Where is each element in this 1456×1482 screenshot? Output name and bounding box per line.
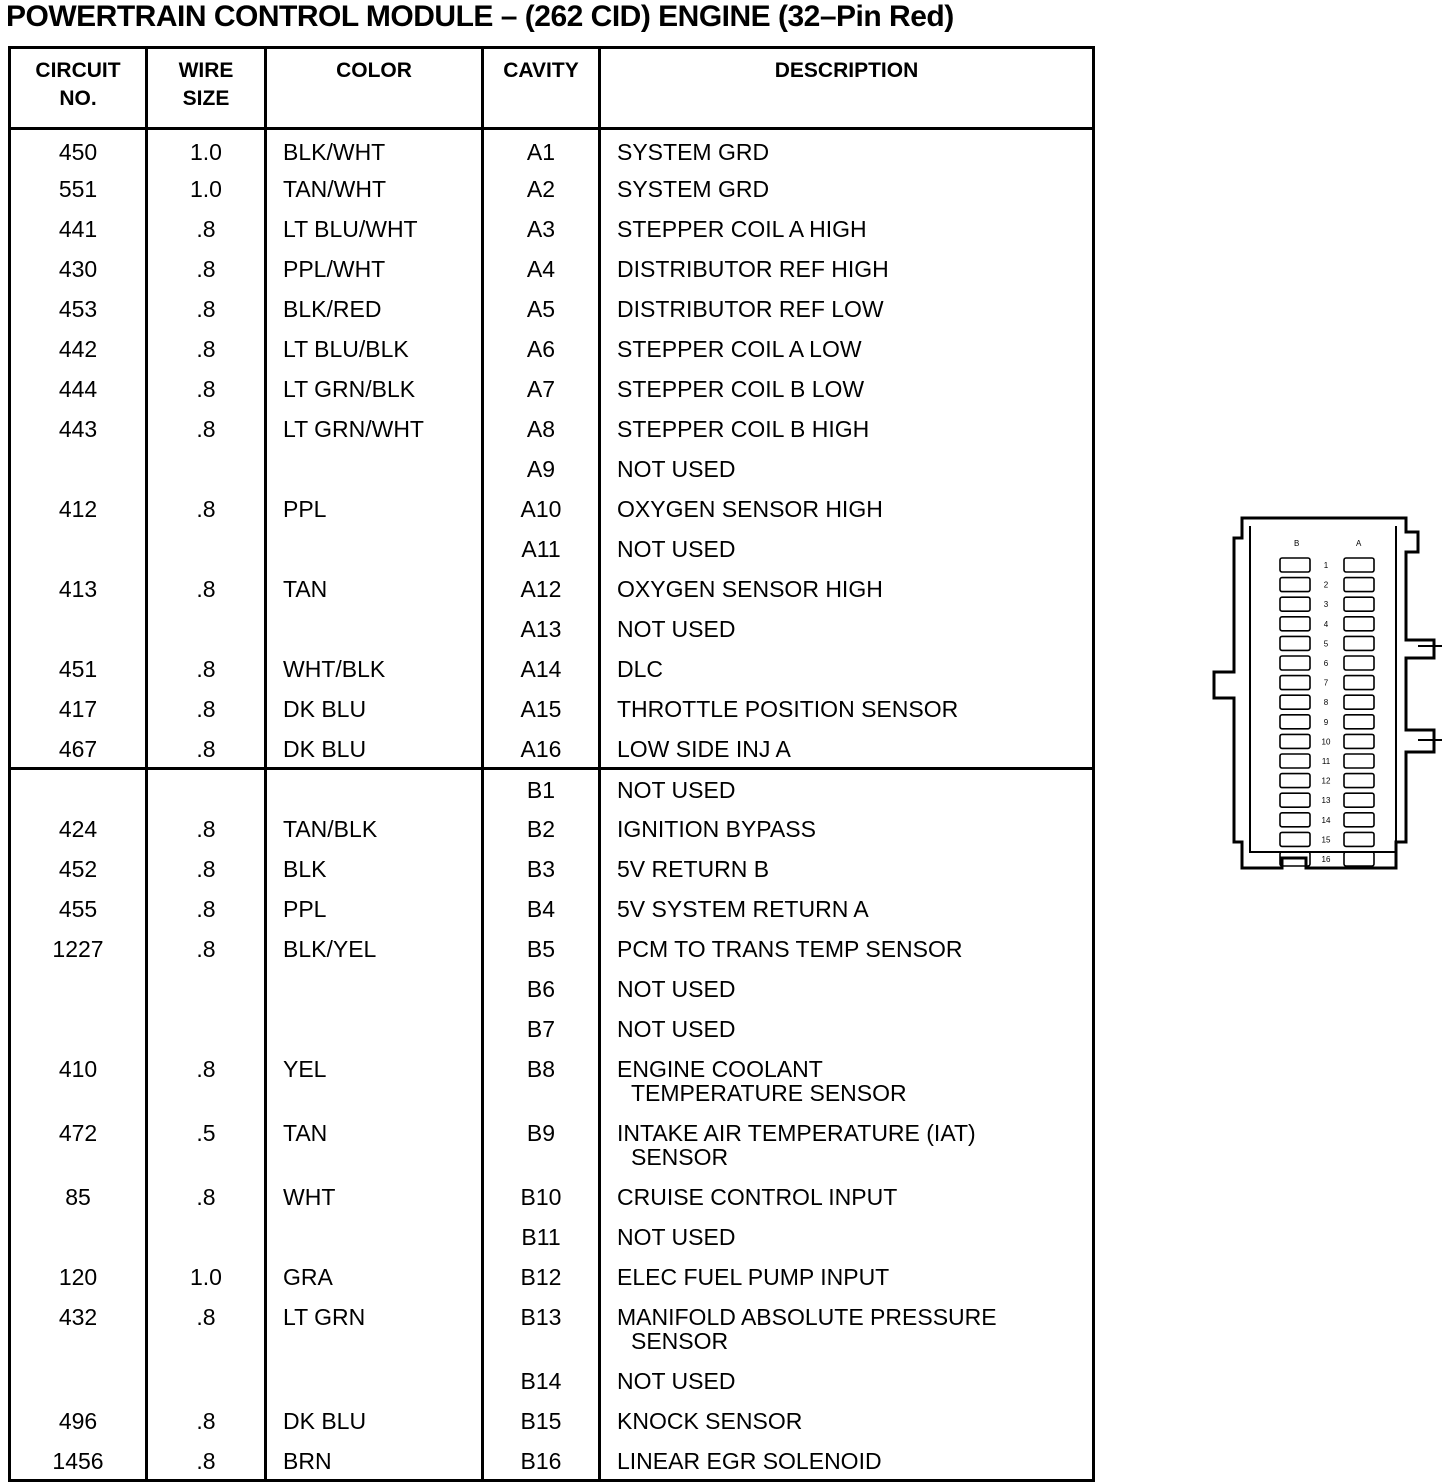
connector-pin-b xyxy=(1280,793,1310,807)
cell-color: DK BLU xyxy=(266,689,483,729)
connector-pin-a xyxy=(1344,656,1374,670)
cell-description xyxy=(600,1441,1094,1481)
cell-circuit: 442 xyxy=(10,329,147,369)
header-circuit-line2: NO. xyxy=(59,87,97,110)
cell-wire-size: .8 xyxy=(147,569,266,609)
table-row xyxy=(10,1297,1094,1361)
description-line1: NOT USED xyxy=(617,455,736,482)
description-line1: MANIFOLD ABSOLUTE PRESSURE xyxy=(617,1303,997,1330)
description-line1: NOT USED xyxy=(617,975,736,1002)
cell-color: TAN xyxy=(266,569,483,609)
connector-pin-number: 16 xyxy=(1321,855,1331,864)
cell-description xyxy=(600,969,1094,1009)
table-row xyxy=(10,249,1094,289)
cell-wire-size xyxy=(147,1009,266,1049)
connector-pin-a xyxy=(1344,676,1374,690)
cell-color xyxy=(266,529,483,569)
cell-wire-size: .8 xyxy=(147,1401,266,1441)
cell-circuit: 1456 xyxy=(10,1441,147,1481)
cell-circuit: 441 xyxy=(10,209,147,249)
cell-wire-size xyxy=(147,529,266,569)
connector-pin-b xyxy=(1280,656,1310,670)
cell-color xyxy=(266,1009,483,1049)
cell-cavity: A12 xyxy=(483,569,600,609)
cell-circuit: 417 xyxy=(10,689,147,729)
table-row xyxy=(10,889,1094,929)
cell-description xyxy=(600,769,1094,809)
table-row xyxy=(10,1361,1094,1401)
cell-description xyxy=(600,1297,1094,1361)
cell-color: TAN xyxy=(266,1113,483,1177)
connector-pin-number: 14 xyxy=(1321,815,1331,825)
connector-pin-a xyxy=(1344,597,1374,611)
cell-cavity: B2 xyxy=(483,809,600,849)
header-description: DESCRIPTION xyxy=(600,48,1094,129)
cell-circuit: 1227 xyxy=(10,929,147,969)
description-line1: KNOCK SENSOR xyxy=(617,1407,803,1434)
cell-circuit: 443 xyxy=(10,409,147,449)
cell-wire-size: .8 xyxy=(147,209,266,249)
table-row xyxy=(10,1401,1094,1441)
cell-wire-size: .8 xyxy=(147,1441,266,1481)
connector-pin-a xyxy=(1344,754,1374,768)
cell-circuit xyxy=(10,769,147,809)
table-row xyxy=(10,409,1094,449)
connector-pin-number: 15 xyxy=(1321,835,1331,845)
description-line1: IGNITION BYPASS xyxy=(617,815,816,842)
cell-wire-size: .5 xyxy=(147,1113,266,1177)
cell-cavity: A11 xyxy=(483,529,600,569)
description-line1: INTAKE AIR TEMPERATURE (IAT) xyxy=(617,1119,976,1146)
cell-circuit: 424 xyxy=(10,809,147,849)
cell-cavity: A1 xyxy=(483,129,600,169)
description-line1: STEPPER COIL A HIGH xyxy=(617,215,867,242)
cell-cavity: A10 xyxy=(483,489,600,529)
table-row xyxy=(10,689,1094,729)
cell-description xyxy=(600,249,1094,289)
cell-wire-size: .8 xyxy=(147,369,266,409)
table-row xyxy=(10,769,1094,809)
cell-description xyxy=(600,1049,1094,1113)
connector-pin-a xyxy=(1344,832,1374,846)
cell-color: YEL xyxy=(266,1049,483,1113)
cell-description xyxy=(600,1257,1094,1297)
cell-wire-size: .8 xyxy=(147,929,266,969)
connector-col-a: A xyxy=(1356,539,1362,548)
cell-wire-size: .8 xyxy=(147,689,266,729)
cell-circuit xyxy=(10,529,147,569)
cell-cavity: A5 xyxy=(483,289,600,329)
cell-wire-size: .8 xyxy=(147,1297,266,1361)
connector-pin-number: 3 xyxy=(1323,600,1329,610)
table-row xyxy=(10,849,1094,889)
cell-color: LT GRN/WHT xyxy=(266,409,483,449)
cell-cavity: B5 xyxy=(483,929,600,969)
cell-description xyxy=(600,849,1094,889)
table-row xyxy=(10,1217,1094,1257)
cell-circuit: 444 xyxy=(10,369,147,409)
cell-circuit: 412 xyxy=(10,489,147,529)
cell-description xyxy=(600,289,1094,329)
cell-description xyxy=(600,529,1094,569)
table-row xyxy=(10,1049,1094,1113)
description-line1: STEPPER COIL B LOW xyxy=(617,375,865,402)
description-line1: NOT USED xyxy=(617,535,736,562)
connector-pin-a xyxy=(1344,852,1374,866)
table-row xyxy=(10,129,1094,169)
cell-cavity: B13 xyxy=(483,1297,600,1361)
description-line1: THROTTLE POSITION SENSOR xyxy=(617,695,959,722)
connector-pin-a xyxy=(1344,774,1374,788)
cell-description xyxy=(600,209,1094,249)
header-cavity: CAVITY xyxy=(483,48,600,129)
description-line1: NOT USED xyxy=(617,777,736,803)
connector-pin-number: 9 xyxy=(1323,717,1329,727)
cell-color: BLK/RED xyxy=(266,289,483,329)
description-line1: NOT USED xyxy=(617,1015,736,1042)
cell-cavity: A16 xyxy=(483,729,600,769)
table-header xyxy=(10,48,1094,129)
cell-wire-size xyxy=(147,1361,266,1401)
cell-color: LT BLU/BLK xyxy=(266,329,483,369)
cell-circuit: 472 xyxy=(10,1113,147,1177)
header-wire-size xyxy=(147,48,266,129)
cell-color: BLK/YEL xyxy=(266,929,483,969)
header-color: COLOR xyxy=(266,48,483,129)
cell-circuit: 551 xyxy=(10,169,147,209)
cell-wire-size: .8 xyxy=(147,809,266,849)
description-line1: SYSTEM GRD xyxy=(617,139,770,165)
cell-description xyxy=(600,1217,1094,1257)
cell-description xyxy=(600,369,1094,409)
description-line1: DISTRIBUTOR REF HIGH xyxy=(617,255,889,282)
cell-color: BRN xyxy=(266,1441,483,1481)
cell-wire-size: 1.0 xyxy=(147,169,266,209)
connector-pin-number: 10 xyxy=(1321,737,1331,747)
cell-description xyxy=(600,169,1094,209)
description-line1: STEPPER COIL B HIGH xyxy=(617,415,870,442)
cell-wire-size: .8 xyxy=(147,249,266,289)
cell-circuit: 410 xyxy=(10,1049,147,1113)
cell-description xyxy=(600,569,1094,609)
table-row xyxy=(10,449,1094,489)
connector-pin-b xyxy=(1280,715,1310,729)
table-row xyxy=(10,1113,1094,1177)
cell-description xyxy=(600,1177,1094,1217)
pin-table xyxy=(8,46,1095,1482)
description-line1: DLC xyxy=(617,655,664,682)
cell-cavity: B7 xyxy=(483,1009,600,1049)
table-row xyxy=(10,329,1094,369)
table-row xyxy=(10,809,1094,849)
connector-pin-number: 4 xyxy=(1323,619,1329,629)
pin-grid xyxy=(1280,558,1374,866)
table-row xyxy=(10,1257,1094,1297)
cell-color: WHT xyxy=(266,1177,483,1217)
cell-cavity: B16 xyxy=(483,1441,600,1481)
cell-color: PPL/WHT xyxy=(266,249,483,289)
connector-pin-number: 6 xyxy=(1323,659,1329,668)
description-line1: ENGINE COOLANT xyxy=(617,1055,823,1082)
description-line2: TEMPERATURE SENSOR xyxy=(631,1079,907,1106)
cell-wire-size xyxy=(147,969,266,1009)
table-body xyxy=(10,129,1094,1481)
cell-cavity: B6 xyxy=(483,969,600,1009)
cell-description xyxy=(600,609,1094,649)
cell-description xyxy=(600,1009,1094,1049)
connector-pin-a xyxy=(1344,636,1374,650)
cell-color xyxy=(266,449,483,489)
cell-color: DK BLU xyxy=(266,729,483,769)
table-row xyxy=(10,369,1094,409)
cell-description xyxy=(600,689,1094,729)
description-line1: CRUISE CONTROL INPUT xyxy=(617,1183,898,1210)
table-row xyxy=(10,1177,1094,1217)
table-row xyxy=(10,529,1094,569)
header-circuit-line1: CIRCUIT xyxy=(35,59,121,82)
cell-cavity: A9 xyxy=(483,449,600,489)
connector-pin-b xyxy=(1280,558,1310,572)
cell-circuit xyxy=(10,1217,147,1257)
cell-wire-size: .8 xyxy=(147,489,266,529)
table-row xyxy=(10,1441,1094,1481)
connector-pin-a xyxy=(1344,715,1374,729)
connector-pin-number: 11 xyxy=(1321,757,1331,766)
cell-description xyxy=(600,729,1094,769)
description-line1: OXYGEN SENSOR HIGH xyxy=(617,495,883,522)
cell-description xyxy=(600,889,1094,929)
cell-description xyxy=(600,649,1094,689)
cell-wire-size: .8 xyxy=(147,1049,266,1113)
connector-pin-b xyxy=(1280,813,1310,827)
description-line1: 5V RETURN B xyxy=(617,855,770,882)
cell-color: PPL xyxy=(266,889,483,929)
table-row xyxy=(10,169,1094,209)
header-circuit xyxy=(10,48,147,129)
table-row xyxy=(10,289,1094,329)
cell-color: LT GRN xyxy=(266,1297,483,1361)
cell-color xyxy=(266,609,483,649)
description-line1: ELEC FUEL PUMP INPUT xyxy=(617,1263,890,1290)
description-line1: LOW SIDE INJ A xyxy=(617,735,791,762)
cell-description xyxy=(600,489,1094,529)
cell-circuit: 450 xyxy=(10,129,147,169)
cell-color: BLK/WHT xyxy=(266,129,483,169)
connector-pin-number: 2 xyxy=(1323,580,1329,590)
connector-pin-b xyxy=(1280,774,1310,788)
cell-color xyxy=(266,1361,483,1401)
connector-diagram xyxy=(1206,512,1446,882)
cell-wire-size xyxy=(147,609,266,649)
cell-circuit: 120 xyxy=(10,1257,147,1297)
connector-pin-a xyxy=(1344,558,1374,572)
cell-circuit xyxy=(10,969,147,1009)
cell-color xyxy=(266,969,483,1009)
cell-description xyxy=(600,1361,1094,1401)
connector-pin-number: 1 xyxy=(1323,561,1329,570)
cell-wire-size: 1.0 xyxy=(147,129,266,169)
connector-pin-b xyxy=(1280,636,1310,650)
description-line1: STEPPER COIL A LOW xyxy=(617,335,862,362)
cell-description xyxy=(600,329,1094,369)
cell-wire-size: .8 xyxy=(147,1177,266,1217)
connector-pin-a xyxy=(1344,617,1374,631)
header-wire-line1: WIRE xyxy=(178,59,234,82)
cell-cavity: B14 xyxy=(483,1361,600,1401)
cell-color: WHT/BLK xyxy=(266,649,483,689)
cell-cavity: A4 xyxy=(483,249,600,289)
cell-cavity: B8 xyxy=(483,1049,600,1113)
connector-pin-b xyxy=(1280,676,1310,690)
cell-circuit: 452 xyxy=(10,849,147,889)
cell-color: TAN/WHT xyxy=(266,169,483,209)
description-line1: NOT USED xyxy=(617,615,736,642)
table-row xyxy=(10,569,1094,609)
cell-circuit: 455 xyxy=(10,889,147,929)
cell-circuit: 496 xyxy=(10,1401,147,1441)
cell-wire-size: .8 xyxy=(147,849,266,889)
cell-wire-size xyxy=(147,1217,266,1257)
cell-cavity: B10 xyxy=(483,1177,600,1217)
cell-wire-size: .8 xyxy=(147,329,266,369)
cell-description xyxy=(600,409,1094,449)
description-line1: OXYGEN SENSOR HIGH xyxy=(617,575,883,602)
cell-description xyxy=(600,809,1094,849)
connector-pin-a xyxy=(1344,793,1374,807)
cell-wire-size xyxy=(147,449,266,489)
cell-cavity: A2 xyxy=(483,169,600,209)
description-line1: 5V SYSTEM RETURN A xyxy=(617,895,869,922)
cell-wire-size: .8 xyxy=(147,409,266,449)
table-row xyxy=(10,489,1094,529)
cell-color: DK BLU xyxy=(266,1401,483,1441)
description-line1: LINEAR EGR SOLENOID xyxy=(617,1447,882,1474)
connector-pin-number: 8 xyxy=(1323,698,1329,708)
header-wire-line2: SIZE xyxy=(182,87,230,110)
cell-circuit xyxy=(10,609,147,649)
description-line2: SENSOR xyxy=(631,1143,729,1170)
cell-wire-size: .8 xyxy=(147,889,266,929)
cell-color xyxy=(266,1217,483,1257)
cell-circuit: 467 xyxy=(10,729,147,769)
connector-pin-b xyxy=(1280,617,1310,631)
cell-circuit xyxy=(10,1009,147,1049)
connector-col-b: B xyxy=(1294,539,1300,548)
cell-cavity: A14 xyxy=(483,649,600,689)
cell-cavity: B11 xyxy=(483,1217,600,1257)
page-title: POWERTRAIN CONTROL MODULE – (262 CID) ENGINE (32–Pin Red) xyxy=(6,0,954,33)
connector-pin-number: 13 xyxy=(1321,796,1331,806)
connector-pin-number: 12 xyxy=(1321,776,1331,786)
cell-cavity: B9 xyxy=(483,1113,600,1177)
cell-color: BLK xyxy=(266,849,483,889)
cell-cavity: A8 xyxy=(483,409,600,449)
connector-pin-a xyxy=(1344,578,1374,592)
connector-pin-number: 7 xyxy=(1323,678,1329,688)
cell-color: TAN/BLK xyxy=(266,809,483,849)
cell-wire-size: .8 xyxy=(147,289,266,329)
description-line1: NOT USED xyxy=(617,1367,736,1394)
description-line1: NOT USED xyxy=(617,1223,736,1250)
table-row xyxy=(10,1009,1094,1049)
cell-cavity: A3 xyxy=(483,209,600,249)
cell-wire-size xyxy=(147,769,266,809)
table-row xyxy=(10,969,1094,1009)
connector-pin-a xyxy=(1344,695,1374,709)
cell-cavity: A6 xyxy=(483,329,600,369)
cell-color: GRA xyxy=(266,1257,483,1297)
table-row xyxy=(10,929,1094,969)
cell-wire-size: .8 xyxy=(147,649,266,689)
cell-description xyxy=(600,929,1094,969)
connector-pin-number: 5 xyxy=(1323,639,1329,649)
connector-pin-b xyxy=(1280,832,1310,846)
cell-cavity: B4 xyxy=(483,889,600,929)
connector-pin-a xyxy=(1344,813,1374,827)
cell-circuit: 413 xyxy=(10,569,147,609)
cell-circuit: 85 xyxy=(10,1177,147,1217)
connector-pin-b xyxy=(1280,734,1310,748)
table-row xyxy=(10,209,1094,249)
cell-circuit: 432 xyxy=(10,1297,147,1361)
connector-pin-b xyxy=(1280,695,1310,709)
cell-color: PPL xyxy=(266,489,483,529)
description-line1: DISTRIBUTOR REF LOW xyxy=(617,295,884,322)
description-line1: PCM TO TRANS TEMP SENSOR xyxy=(617,935,963,962)
cell-circuit: 453 xyxy=(10,289,147,329)
connector-pin-a xyxy=(1344,734,1374,748)
cell-description xyxy=(600,1401,1094,1441)
cell-wire-size: 1.0 xyxy=(147,1257,266,1297)
cell-cavity: A7 xyxy=(483,369,600,409)
cell-description xyxy=(600,129,1094,169)
cell-circuit: 430 xyxy=(10,249,147,289)
cell-description xyxy=(600,1113,1094,1177)
connector-pin-b xyxy=(1280,597,1310,611)
cell-color xyxy=(266,769,483,809)
cell-wire-size: .8 xyxy=(147,729,266,769)
connector-pin-b xyxy=(1280,578,1310,592)
connector-pin-b xyxy=(1280,754,1310,768)
cell-color: LT GRN/BLK xyxy=(266,369,483,409)
table-row xyxy=(10,609,1094,649)
description-line1: SYSTEM GRD xyxy=(617,175,770,202)
cell-circuit: 451 xyxy=(10,649,147,689)
cell-cavity: B15 xyxy=(483,1401,600,1441)
table-row xyxy=(10,649,1094,689)
cell-description xyxy=(600,449,1094,489)
cell-cavity: A13 xyxy=(483,609,600,649)
description-line2: SENSOR xyxy=(631,1327,729,1354)
cell-circuit xyxy=(10,1361,147,1401)
cell-cavity: B12 xyxy=(483,1257,600,1297)
cell-cavity: A15 xyxy=(483,689,600,729)
cell-cavity: B3 xyxy=(483,849,600,889)
cell-cavity: B1 xyxy=(483,769,600,809)
table-row xyxy=(10,729,1094,769)
cell-circuit xyxy=(10,449,147,489)
cell-color: LT BLU/WHT xyxy=(266,209,483,249)
